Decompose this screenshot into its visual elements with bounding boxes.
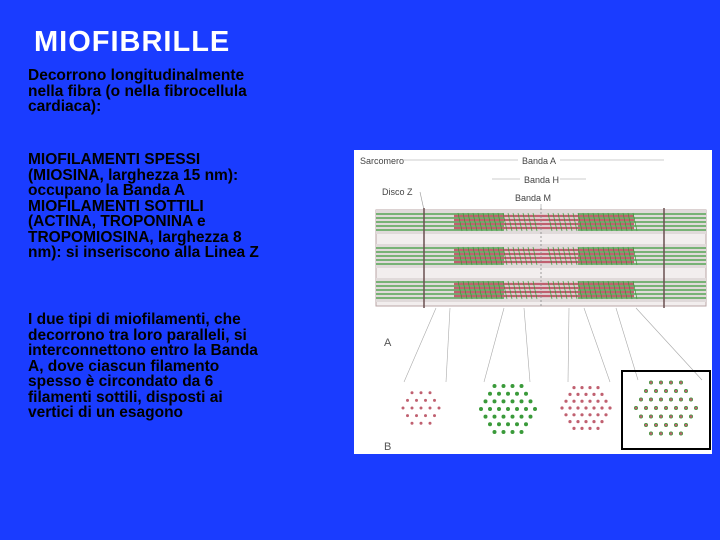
cross-section-dot (670, 432, 673, 435)
cross-section-dot (502, 430, 506, 434)
cross-section-dot (568, 393, 571, 396)
cross-section-dot (424, 399, 427, 402)
cross-section-dot (580, 427, 583, 430)
cross-section-dot (433, 399, 436, 402)
cross-section-dot (406, 399, 409, 402)
cross-section-dot (576, 406, 579, 409)
cross-section-dot (660, 398, 663, 401)
cross-section-dot (675, 407, 678, 410)
cross-section-dot (402, 407, 405, 410)
cross-section-dot (584, 406, 587, 409)
slide-title: MIOFIBRILLE (34, 26, 231, 58)
cross-section-dot (493, 384, 497, 388)
cross-section-dot (524, 422, 528, 426)
cross-section-dot (580, 386, 583, 389)
cross-section-dot (520, 384, 524, 388)
cross-section-dot (564, 400, 567, 403)
cross-section-dot (640, 415, 643, 418)
cross-section-dot (511, 415, 515, 419)
cross-section-dot (433, 414, 436, 417)
cross-section-dot (502, 384, 506, 388)
cross-section-dot (588, 413, 591, 416)
cross-section-dot (596, 400, 599, 403)
cross-section-dot (604, 400, 607, 403)
cross-section-dot (655, 390, 658, 393)
cross-section-dot (502, 415, 506, 419)
label-band-h: Banda H (524, 175, 560, 185)
cross-section-dot (420, 422, 423, 425)
cross-section-dot (479, 407, 483, 411)
cross-section-dot (645, 407, 648, 410)
cross-section-dot (493, 399, 497, 403)
cross-section-dot (650, 432, 653, 435)
cross-section-dot (520, 430, 524, 434)
cross-section-dot (680, 381, 683, 384)
cross-section-dot (675, 424, 678, 427)
cross-section-dot (411, 407, 414, 410)
cross-section-dot (572, 427, 575, 430)
sarcomere-figure (354, 150, 712, 454)
cross-section-dot (493, 415, 497, 419)
cross-section-dot (576, 420, 579, 423)
cross-section-dot (506, 407, 510, 411)
cross-section-dot (660, 432, 663, 435)
cross-section-dot (415, 414, 418, 417)
cross-section-dot (568, 406, 571, 409)
cross-section-dot (420, 407, 423, 410)
cross-section-dot (420, 391, 423, 394)
cross-section-dot (650, 381, 653, 384)
cross-section-dot (511, 399, 515, 403)
cross-section-dot (600, 393, 603, 396)
intro-paragraph: Decorrono longitudinalmente nella fibra (o nella fibrocellula cardiaca): (28, 67, 247, 115)
cross-section-dot (497, 422, 501, 426)
cross-section-dot (411, 391, 414, 394)
cross-section-dot (572, 386, 575, 389)
label-band-a: Banda A (522, 156, 557, 166)
cross-section-dot (497, 392, 501, 396)
cross-section-dot (438, 407, 441, 410)
cross-section-dot (572, 400, 575, 403)
cross-section-dot (424, 414, 427, 417)
cross-section-dot (596, 413, 599, 416)
filaments-paragraph: MIOFILAMENTI SPESSI (MIOSINA, larghezza 15 nm): occupano la Banda A MIOFILAMENTI SOTTILI (ACTINA, TROPONINA e TROPOMIOSINA, larghezza 8 nm): si inseriscono alla Linea Z (28, 151, 259, 261)
cross-section-dot (690, 398, 693, 401)
cross-section-dot (484, 415, 488, 419)
cross-section-dot (695, 407, 698, 410)
cross-section-dot (650, 398, 653, 401)
cross-section-dot (675, 390, 678, 393)
cross-section-dot (429, 422, 432, 425)
cross-section-dot (596, 427, 599, 430)
cross-section-dot (650, 415, 653, 418)
label-disc-z: Disco Z (382, 187, 413, 197)
cross-section-dot (429, 407, 432, 410)
cross-section-dot (690, 415, 693, 418)
cross-section-dot (533, 407, 537, 411)
cross-section-dot (484, 399, 488, 403)
cross-section-dot (685, 407, 688, 410)
cross-section-dot (596, 386, 599, 389)
cross-section-dot (488, 422, 492, 426)
cross-section-dot (588, 386, 591, 389)
cross-section-dot (580, 400, 583, 403)
cross-section-dot (520, 415, 524, 419)
cross-section-dot (415, 399, 418, 402)
cross-section-dot (497, 407, 501, 411)
leader-lines (402, 160, 664, 212)
cross-section-dot (685, 424, 688, 427)
cross-section-dot (608, 406, 611, 409)
cross-section-dot (592, 406, 595, 409)
cross-section-dot (511, 430, 515, 434)
cross-section-dot (564, 413, 567, 416)
cross-section-dot (488, 392, 492, 396)
cross-section-dot (670, 381, 673, 384)
cross-section-dot (520, 399, 524, 403)
cross-section-dot (515, 392, 519, 396)
cross-section-dot (529, 415, 533, 419)
cross-section-dot (645, 424, 648, 427)
cross-section-dot (604, 413, 607, 416)
cross-section-dot (572, 413, 575, 416)
cross-section-dot (506, 422, 510, 426)
cross-section-dot (592, 393, 595, 396)
cross-section-dot (680, 432, 683, 435)
cross-section-dot (680, 415, 683, 418)
cross-section-dot (576, 393, 579, 396)
cross-section-dot (635, 407, 638, 410)
cross-section-dot (406, 414, 409, 417)
cross-section-dot (685, 390, 688, 393)
cross-section-dot (655, 407, 658, 410)
cross-section-dot (568, 420, 571, 423)
cross-section-dot (515, 407, 519, 411)
cross-section-dot (655, 424, 658, 427)
label-sarcomere: Sarcomero (360, 156, 405, 166)
cross-section-dot (502, 399, 506, 403)
cross-section-dot (680, 398, 683, 401)
cross-section-dot (584, 393, 587, 396)
cross-section-dot (665, 424, 668, 427)
label-a: A (384, 337, 392, 349)
cross-section-dot (640, 398, 643, 401)
cross-section-dot (493, 430, 497, 434)
cross-section-dot (506, 392, 510, 396)
cross-section-dot (660, 381, 663, 384)
cross-section-dot (645, 390, 648, 393)
sarcomere-strip (376, 208, 706, 308)
interconnection-paragraph: I due tipi di miofilamenti, che decorrono tra loro paralleli, si interconnettono entro la Banda A, dove ciascun filamento spesso è circondato da 6 filamenti sottili, disposti ai vertici di un esagono (28, 311, 258, 421)
cross-section-dot (529, 399, 533, 403)
cross-section-dot (670, 415, 673, 418)
cross-section-dot (560, 406, 563, 409)
cross-section-dot (429, 391, 432, 394)
label-b: B (384, 441, 392, 453)
cross-section-dot (515, 422, 519, 426)
cross-section-dot (665, 390, 668, 393)
cross-section-dot (665, 407, 668, 410)
cross-section-dot (524, 407, 528, 411)
cross-section-dot (600, 406, 603, 409)
cross-section-dot (588, 400, 591, 403)
cross-section-dot (660, 415, 663, 418)
cross-section-dot (524, 392, 528, 396)
cross-section-dot (592, 420, 595, 423)
sarcomere-diagram (354, 150, 712, 454)
cross-section-dot (588, 427, 591, 430)
cross-section-dot (670, 398, 673, 401)
cross-section-dot (584, 420, 587, 423)
label-band-m: Banda M (515, 193, 552, 203)
cross-section-dot (600, 420, 603, 423)
cross-section-dot (580, 413, 583, 416)
cross-section-dot (411, 422, 414, 425)
cross-section-dot (511, 384, 515, 388)
cross-section-dot (488, 407, 492, 411)
